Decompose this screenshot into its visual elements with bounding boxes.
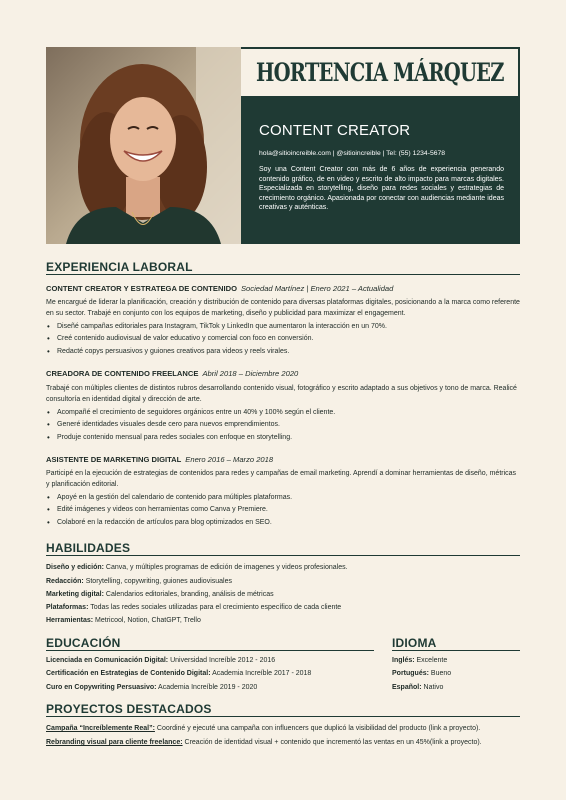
skill-line: Plataformas: Todas las redes sociales utilizadas para el crecimiento específico de cada cliente [46,604,342,611]
skill-line: Marketing digital: Calendarios editoriales, branding, análisis de métricas [46,591,274,598]
section-divider [46,650,374,651]
section-divider [392,650,520,651]
candidate-name: HORTENCIA MÁRQUEZ [255,58,504,87]
job-description-3: Participé en la ejecución de estrategias de contenidos para redes y campañas de email marketing. Aprendí a dominar herramientas de diseño, métricas y planificación editorial. [46,470,517,488]
job-description-2: Trabajé con múltiples clientes de distintos rubros desarrollando contenido visual, fotográfico y escrito adaptado a sus objetivos y tono de marca. Realicé consultoría en identidad digital y dirección de arte. [46,385,517,403]
list-item: • Acompañé el crecimiento de seguidores orgánicos entre un 40% y 100% según el cliente. [46,408,520,420]
project-line[interactable]: Campaña “Increíblemente Real”: Coordiné y ejecuté una campaña con influencers que duplicó la visibilidad del producto (link a proyecto). [46,725,481,732]
list-item: • Colaboré en la redacción de artículos para blog optimizados en SEO. [46,518,520,530]
section-title-languages: IDIOMA [392,636,437,650]
job-bullets-3 [46,493,520,530]
section-title-skills: HABILIDADES [46,541,131,555]
skill-line: Herramientas: Metricool, Notion, ChatGPT, Trello [46,617,201,624]
job-description-1: Me encargué de liderar la planificación, creación y distribución de contenido para diversas plataformas digitales, posicionando a la marca como referente en su sector. Trabajé en conjunto con los equipos de marketing, diseño y publicidad para maximizar el engagement. [46,299,520,317]
profile-photo [46,47,241,244]
resume-header [46,47,520,244]
section-title-education: EDUCACIÓN [46,636,121,650]
job-title-2: CREADORA DE CONTENIDO FREELANCE Abril 2018 – Diciembre 2020 [46,369,299,378]
education-line: Curo en Copywriting Persuasivo: Academia Increíble 2019 - 2020 [46,684,258,691]
list-item: • Produje contenido mensual para redes sociales con enfoque en storytelling. [46,433,520,445]
skill-line: Redacción: Storytelling, copywriting, guiones audiovisuales [46,578,232,585]
language-line: Portugués: Bueno [392,670,452,677]
project-line[interactable]: Rebranding visual para cliente freelance: Creación de identidad visual + contenido que incrementó las ventas en un 45%(link a proyecto). [46,739,482,746]
profile-summary: Soy una Content Creator con más de 6 años de experiencia generando contenido gráfico, de en video y escrito de alto impacto para marcas digitales. Especializada en storytelling, diseño para redes sociales y estrategias de crecimiento orgánico. Apasionada por conectar con audiencias mediante ideas creativas y auténticas. [259,166,504,212]
section-title-experience: EXPERIENCIA LABORAL [46,260,193,274]
contact-info: hola@sitioincreible.com | @sitioincreible | Tel: (55) 1234-5678 [259,150,446,157]
section-title-projects: PROYECTOS DESTACADOS [46,702,212,716]
section-divider [46,716,520,717]
job-title-3: ASISTENTE DE MARKETING DIGITAL Enero 2016 – Marzo 2018 [46,455,274,464]
list-item: • Creé contenido audiovisual de valor educativo y comercial con foco en conversión. [46,334,520,346]
language-line: Español: Nativo [392,684,444,691]
education-line: Certificación en Estrategias de Contenido Digital: Academia Increíble 2017 - 2018 [46,670,312,677]
list-item: • Redacté copys persuasivos y guiones creativos para videos y reels virales. [46,347,520,359]
skill-line: Diseño y edición: Canva, y múltiples programas de edición de imagenes y videos profesionales. [46,564,348,571]
job-role: CONTENT CREATOR [259,122,411,139]
section-divider [46,274,520,275]
job-bullets-1 [46,322,520,359]
language-line: Inglés: Excelente [392,657,448,664]
section-divider [46,555,520,556]
profile-panel [241,98,520,244]
list-item: • Edité imágenes y videos con herramientas como Canva y Premiere. [46,505,520,517]
job-bullets-2 [46,408,520,445]
education-line: Licenciada en Comunicación Digital: Universidad Increíble 2012 - 2016 [46,657,276,664]
list-item: • Diseñé campañas editoriales para Instagram, TikTok y LinkedIn que aumentaron la interacción en un 70%. [46,322,520,334]
name-banner [241,47,520,98]
job-title-1: CONTENT CREATOR Y ESTRATEGA DE CONTENIDO Sociedad Martínez | Enero 2021 – Actualidad [46,284,394,293]
list-item: • Generé identidades visuales desde cero para nuevos emprendimientos. [46,420,520,432]
list-item: • Apoyé en la gestión del calendario de contenido para múltiples plataformas. [46,493,520,505]
